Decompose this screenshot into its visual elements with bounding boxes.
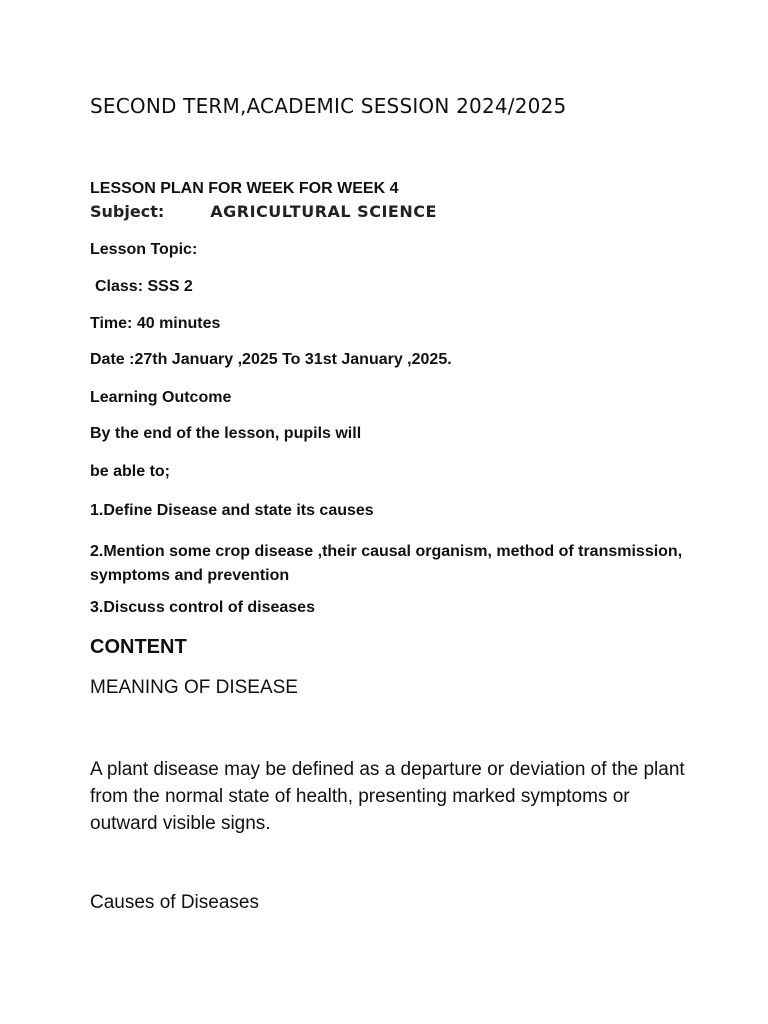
causes-heading: Causes of Diseases — [90, 892, 259, 913]
content-heading: CONTENT — [90, 636, 187, 658]
meaning-heading: MEANING OF DISEASE — [90, 677, 298, 698]
intro-line-1: By the end of the lesson, pupils will — [90, 425, 362, 442]
subject-label: Subject: — [90, 202, 165, 221]
time-line: Time: 40 minutes — [90, 315, 221, 332]
learning-outcome-heading: Learning Outcome — [90, 389, 232, 406]
objective-1: 1.Define Disease and state its causes — [90, 502, 374, 519]
subject-row — [90, 202, 437, 221]
date-line: Date :27th January ,2025 To 31st January ,2025. — [90, 351, 452, 368]
objective-3: 3.Discuss control of diseases — [90, 599, 315, 616]
subject-value: AGRICULTURAL SCIENCE — [210, 202, 437, 221]
intro-line-2: be able to; — [90, 463, 171, 480]
objective-2: 2.Mention some crop disease ,their causal organism, method of transmission, symptoms and prevention — [90, 543, 683, 584]
lesson-topic: Lesson Topic: — [90, 241, 198, 258]
meaning-paragraph: A plant disease may be defined as a departure or deviation of the plant from the normal state of health, presenting marked symptoms or outward visible signs. — [90, 759, 685, 834]
session-heading: SECOND TERM,ACADEMIC SESSION 2024/2025 — [90, 94, 567, 118]
week-line: LESSON PLAN FOR WEEK FOR WEEK 4 — [90, 180, 399, 197]
class-line: Class: SSS 2 — [95, 278, 193, 295]
